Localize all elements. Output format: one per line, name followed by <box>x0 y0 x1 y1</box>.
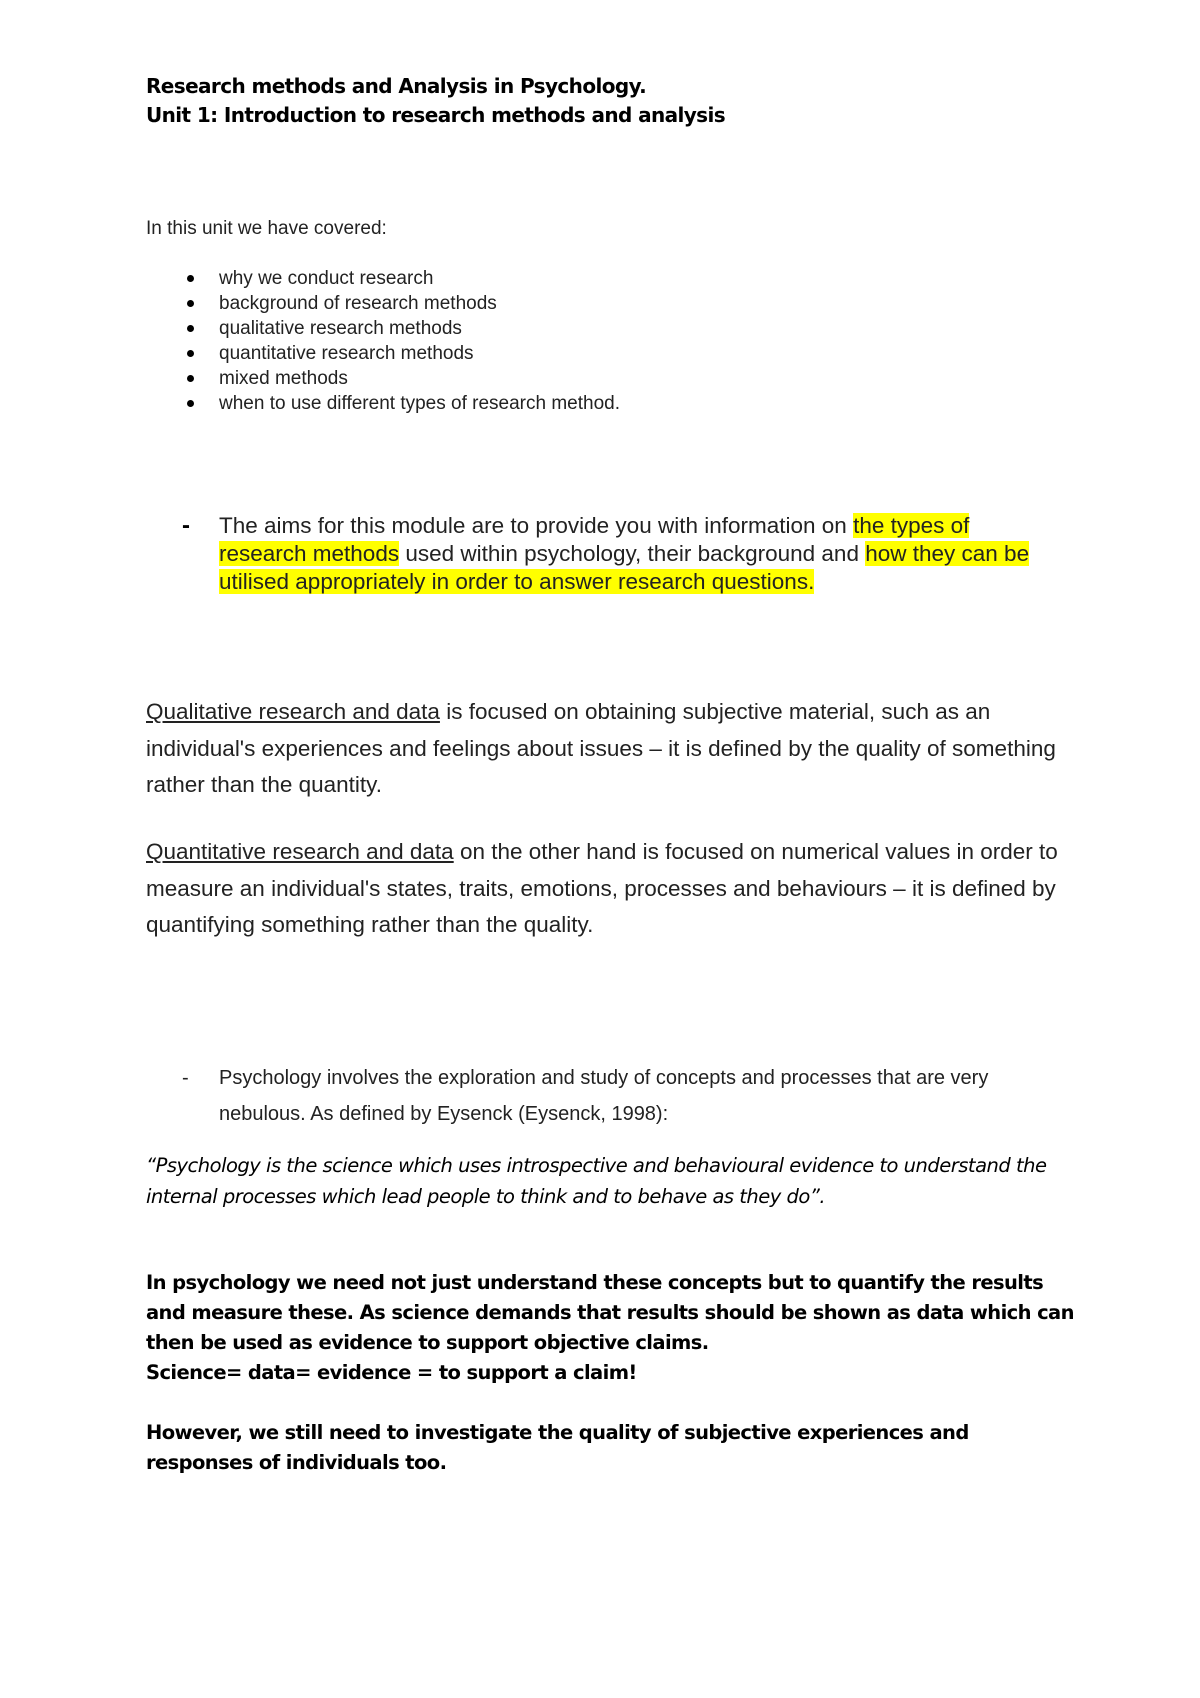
aims-text: The aims for this module are to provide you with information on the types of research methods used within psychology, their background and how they can be utilised appropriately in order to answer research questions. <box>219 513 1030 594</box>
list-item: qualitative research methods <box>146 316 620 341</box>
bullet-icon <box>187 325 194 332</box>
qualitative-term: Qualitative research and data <box>146 699 440 724</box>
dash-marker: - <box>182 1067 189 1089</box>
qualitative-paragraph: Qualitative research and data is focused on obtaining subjective material, such as an individual's experiences and feelings about issues – it is defined by the quality of something rather than the quantity. <box>146 699 1056 797</box>
psychology-text: Psychology involves the exploration and study of concepts and processes that are very nebulous. As defined by Eysenck (Eysenck, 1998): <box>219 1067 989 1125</box>
highlighted-text: the types of research methods <box>219 513 970 566</box>
list-item: why we conduct research <box>146 266 620 291</box>
bullet-icon <box>187 350 194 357</box>
intro-text: In this unit we have covered: <box>146 218 387 239</box>
document-title: Research methods and Analysis in Psychology. <box>146 74 647 98</box>
dash-marker: - <box>182 512 190 539</box>
list-item: background of research methods <box>146 291 620 316</box>
eysenck-quote: “Psychology is the science which uses introspective and behavioural evidence to understand the internal processes which lead people to think and to behave as they do”. <box>146 1154 1047 1208</box>
emphasis-paragraph-2: However, we still need to investigate the quality of subjective experiences and responses of individuals too. <box>146 1421 969 1474</box>
covered-list <box>146 266 620 416</box>
list-item: when to use different types of research method. <box>146 391 620 416</box>
list-item: quantitative research methods <box>146 341 620 366</box>
bullet-icon <box>187 275 194 282</box>
highlighted-text: how they can be utilised appropriately in order to answer research questions. <box>219 541 1030 594</box>
bullet-icon <box>187 375 194 382</box>
quantitative-paragraph: Quantitative research and data on the other hand is focused on numerical values in order to measure an individual's states, traits, emotions, processes and behaviours – it is defined by quantifying something rather than the quality. <box>146 839 1058 937</box>
bullet-icon <box>187 300 194 307</box>
quantitative-term: Quantitative research and data <box>146 839 454 864</box>
bullet-icon <box>187 400 194 407</box>
list-item: mixed methods <box>146 366 620 391</box>
emphasis-paragraph: In psychology we need not just understand these concepts but to quantify the results and measure these. As science demands that results should be shown as data which can then be used as evidence to support objective claims. Science= data= evidence = to support a claim! <box>146 1271 1074 1384</box>
unit-title: Unit 1: Introduction to research methods and analysis <box>146 103 726 127</box>
